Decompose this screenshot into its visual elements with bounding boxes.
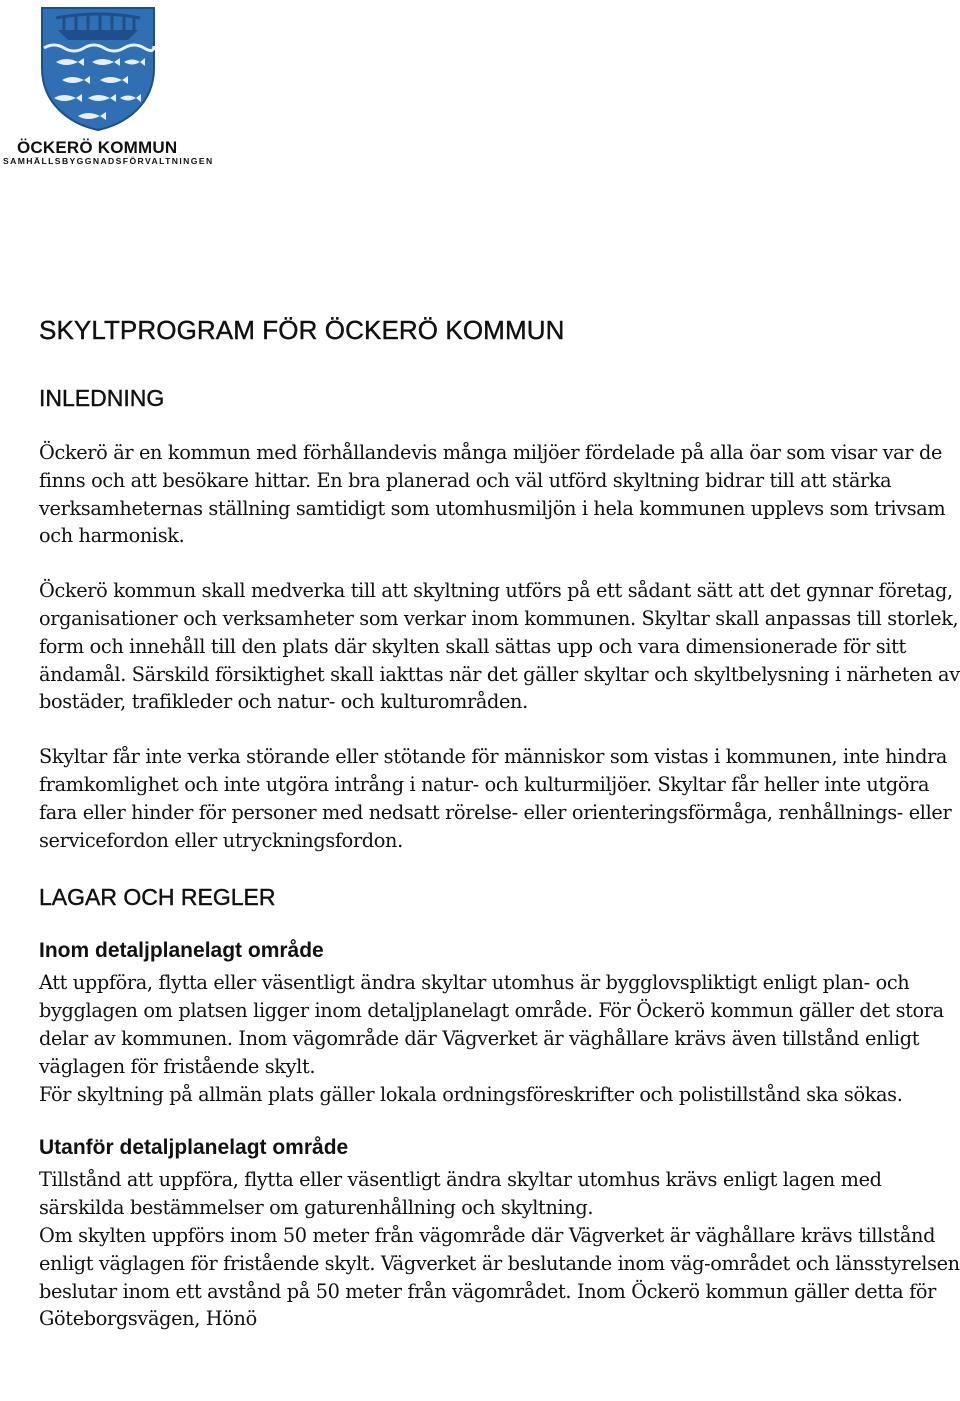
document-body <box>39 312 960 1333</box>
section-heading-intro: INLEDNING <box>39 385 165 411</box>
intro-paragraph-3: Skyltar får inte verka störande eller stötande för människor som vistas i kommunen, inte hindra framkomlighet och inte utgöra intrång i natur- och kulturmiljöer. Skyltar får heller inte utgöra fara eller hinder för personer med nedsatt rörelse- eller orienteringsförmåga, renhållnings- eller servicefordon eller utryckningsfordon. <box>39 745 952 852</box>
logo-subtitle: SAMHÄLLSBYGGNADSFÖRVALTNINGEN <box>3 156 214 166</box>
subheading-outside-plan: Utanför detaljplanelagt område <box>39 1136 349 1160</box>
intro-paragraph-2: Öckerö kommun skall medverka till att skyltning utförs på ett sådant sätt att det gynnar företag, organisationer och verksamheter som verkar inom kommunen. Skyltar skall anpassas till storlek, form och innehåll till den plats där skylten skall sättas upp och vara dimensionerade för sitt ändamål. Särskild försiktighet skall iakttas när det gäller skyltar och skyltbelysning i närheten av bostäder, trafikleder och natur- och kulturområden. <box>39 579 960 714</box>
document-title: SKYLTPROGRAM FÖR ÖCKERÖ KOMMUN <box>39 315 565 345</box>
section-heading-laws: LAGAR OCH REGLER <box>39 884 276 911</box>
outside-paragraph-2: Om skylten uppförs inom 50 meter från vägområde där Vägverket är väghållare krävs tillstånd enligt väglagen för fristående skylt. Vägverket är beslutande inom väg-området och länsstyrelsen beslutar inom ett avstånd på 50 meter från vägområdet. Inom Öckerö kommun gäller detta för Göteborgsvägen, Hönö <box>39 1223 960 1331</box>
coat-of-arms-icon <box>40 6 156 132</box>
intro-paragraph-1: Öckerö är en kommun med förhållandevis många miljöer fördelade på alla öar som visar var de finns och att besökare hittar. En bra planerad och väl utförd skyltning bidrar till att stärka verksamheternas ställning samtidigt som utomhusmiljön i hela kommunen upplevs som trivsam och harmonisk. <box>39 441 946 548</box>
logo-name: ÖCKERÖ KOMMUN <box>17 138 178 157</box>
inside-paragraph-2: För skyltning på allmän plats gäller lokala ordningsföreskrifter och polistillstånd ska sökas. <box>39 1082 903 1106</box>
municipality-logo <box>0 0 214 170</box>
inside-paragraph-1: Att uppföra, flytta eller väsentligt ändra skyltar utomhus är bygglovspliktigt enligt plan- och bygglagen om platsen ligger inom detaljplanelagt område. För Öckerö kommun gäller det stora delar av kommunen. Inom vägområde där Vägverket är väghållare krävs även tillstånd enligt väglagen för fristående skylt. <box>39 971 944 1078</box>
subheading-inside-plan: Inom detaljplanelagt område <box>39 939 324 963</box>
outside-paragraph-1: Tillstånd att uppföra, flytta eller väsentligt ändra skyltar utomhus krävs enligt lagen med särskilda bestämmelser om gaturenhållning och skyltning. <box>39 1168 882 1220</box>
